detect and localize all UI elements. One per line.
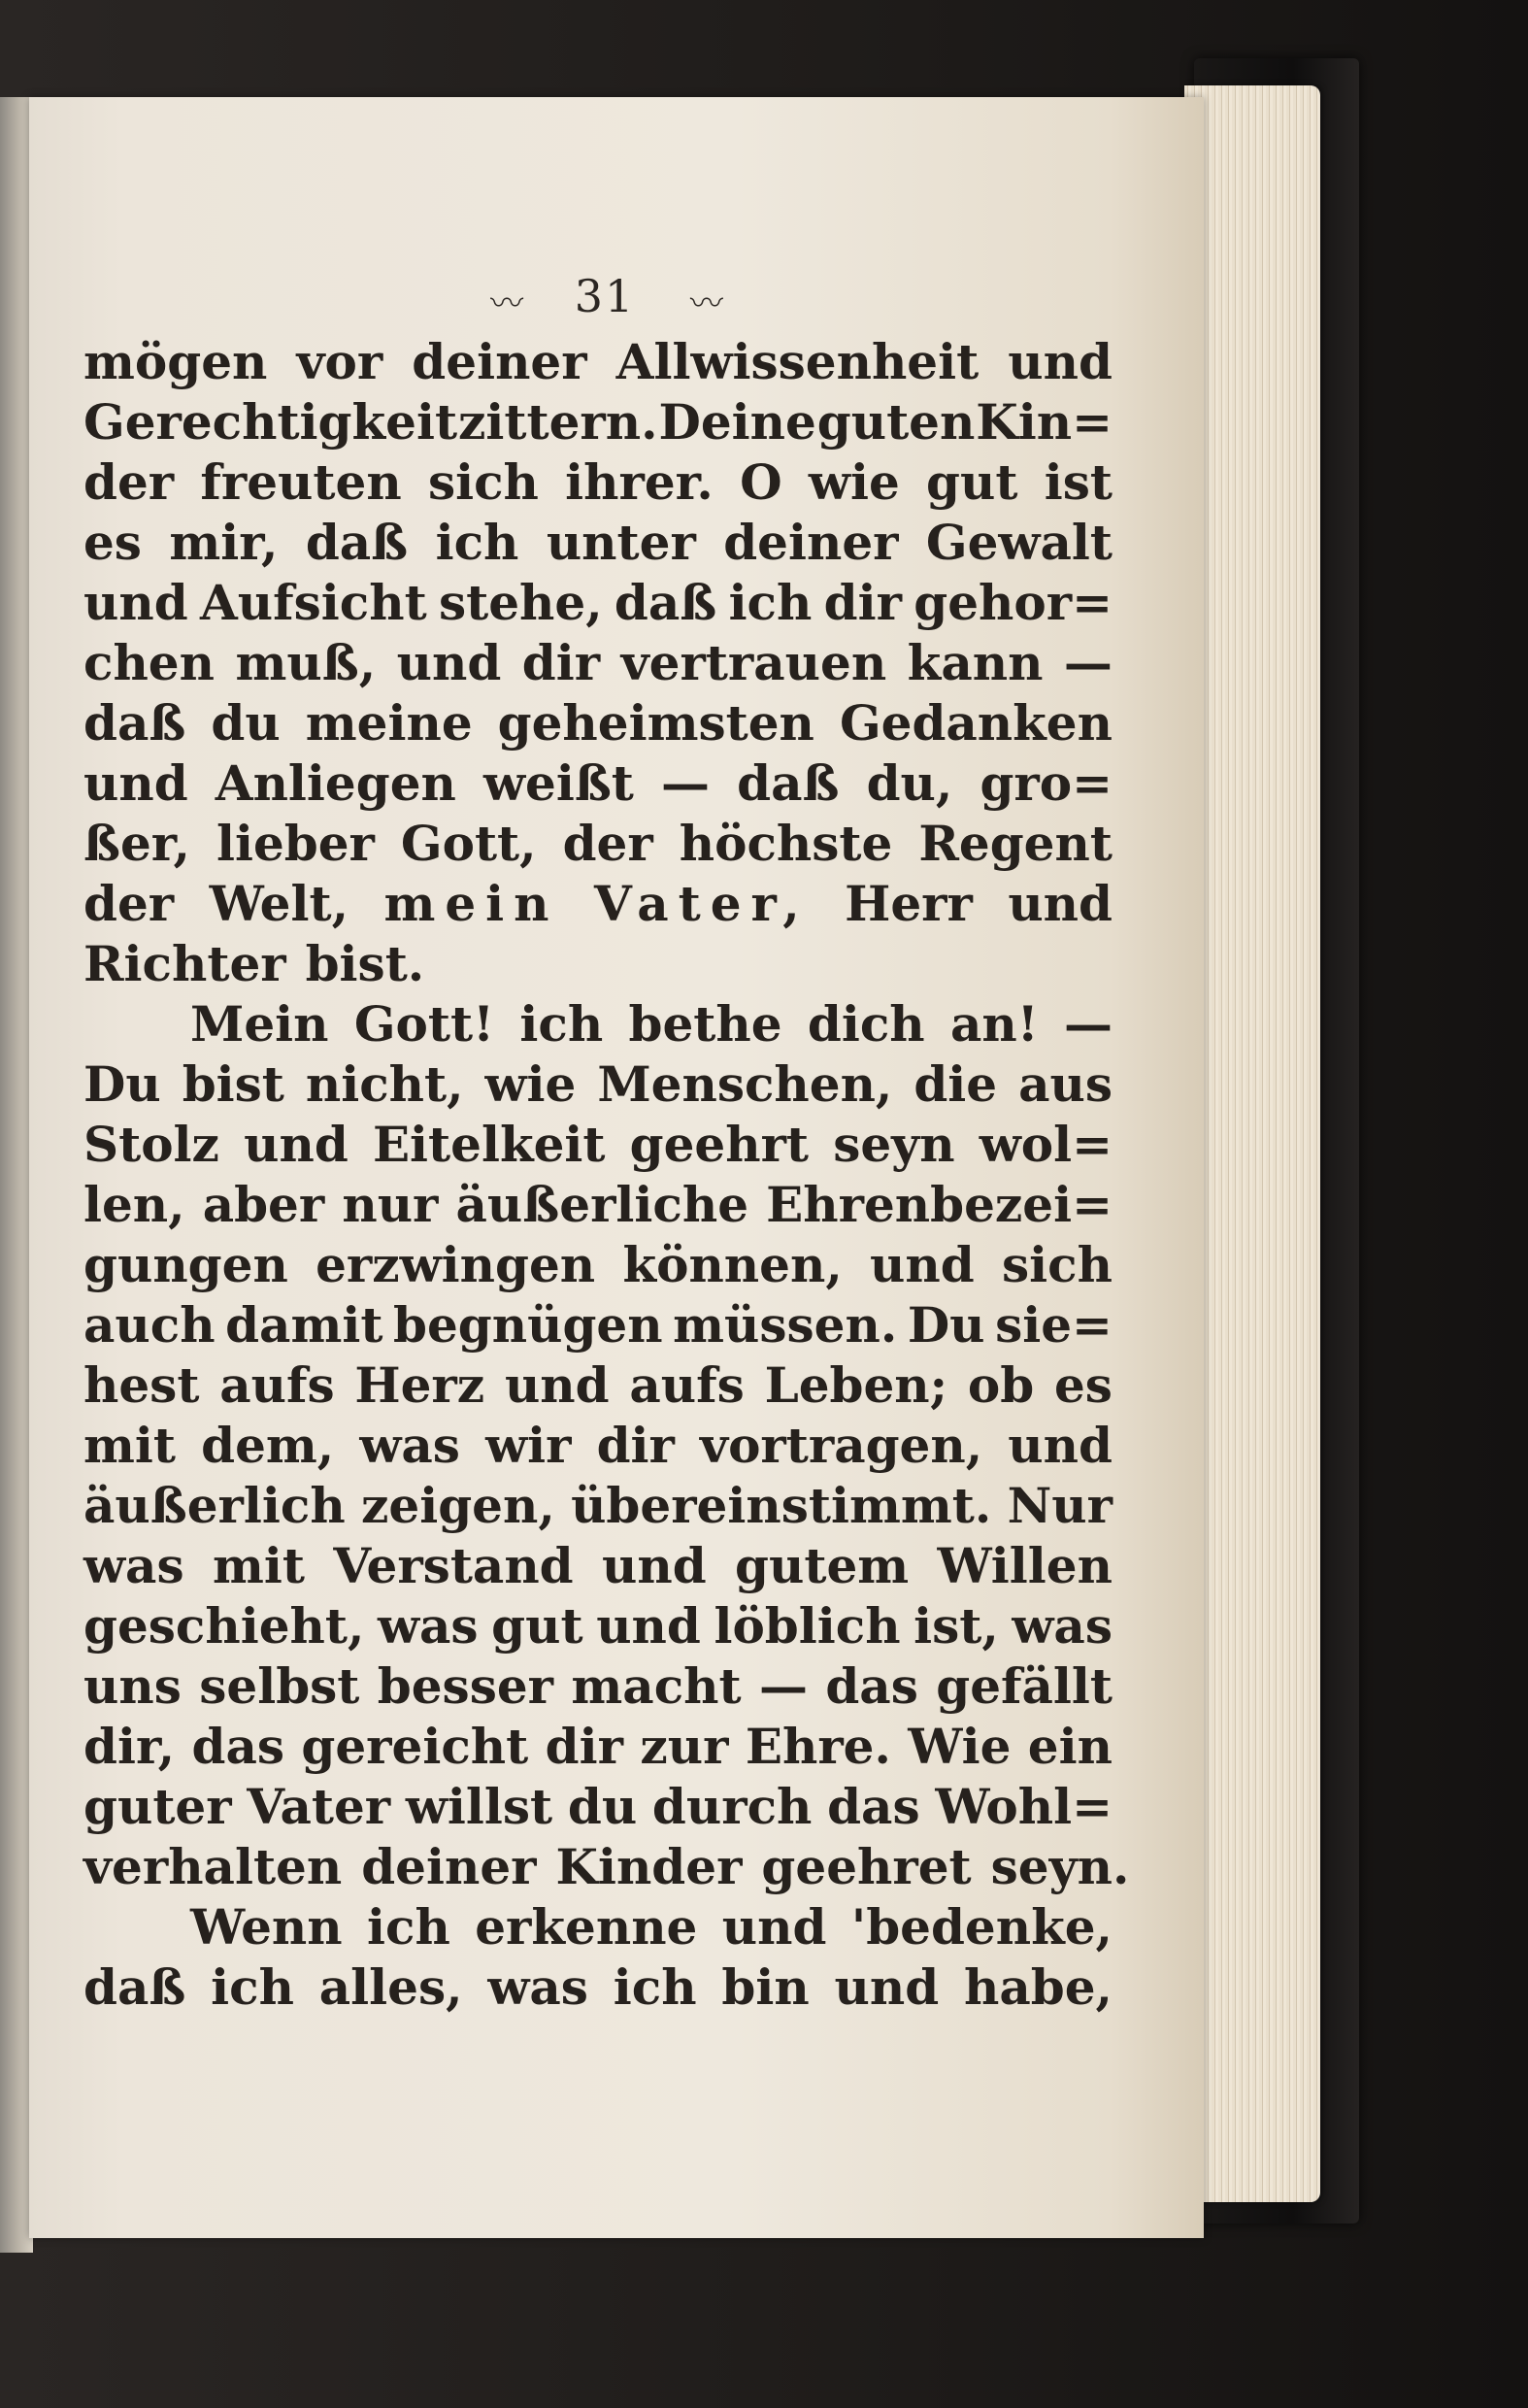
word: alles, — [318, 1958, 463, 2016]
word: — — [1064, 995, 1113, 1053]
word: mögen — [83, 333, 268, 390]
word: was — [83, 1537, 184, 1594]
word: 'bedenke, — [850, 1898, 1113, 1956]
word: uns — [83, 1657, 182, 1715]
word: stehe, — [438, 574, 603, 631]
text-line — [83, 1416, 1113, 1476]
word: ein — [1027, 1718, 1113, 1775]
word: aber — [202, 1176, 325, 1233]
word: gehor= — [913, 574, 1113, 631]
text-line — [83, 1115, 1113, 1175]
word: es — [1053, 1356, 1113, 1414]
word: Anliegen — [215, 754, 456, 812]
word: ich — [435, 514, 519, 571]
word: gut — [491, 1597, 583, 1655]
text-line — [83, 753, 1113, 814]
word: ihrer. — [565, 453, 714, 511]
page-number: 31 — [574, 270, 636, 322]
text-line — [83, 934, 1113, 994]
word: dich — [807, 995, 925, 1053]
word: müssen. — [673, 1296, 898, 1354]
word: dem, — [201, 1417, 335, 1474]
text-line — [83, 1656, 1113, 1717]
word: Richter — [83, 935, 286, 992]
word: Ehre. — [745, 1718, 891, 1775]
word: der — [562, 815, 653, 872]
word: seyn — [833, 1116, 955, 1173]
word: dir — [823, 574, 902, 631]
word: macht — [571, 1657, 742, 1715]
word: sich — [1002, 1236, 1113, 1293]
word: hest — [83, 1356, 200, 1414]
word: zittern. — [458, 393, 658, 451]
word: übereinstimmt. — [571, 1477, 992, 1534]
word: und — [1008, 875, 1113, 932]
word: freuten — [200, 453, 402, 511]
word: mit — [212, 1537, 305, 1594]
word: aufs — [219, 1356, 335, 1414]
word: unter — [546, 514, 696, 571]
word: du, — [866, 754, 953, 812]
text-line — [83, 1837, 1130, 1897]
text-line — [83, 874, 1113, 934]
word: gro= — [980, 754, 1113, 812]
text-line — [83, 1897, 1113, 1957]
word: Menschen, — [597, 1055, 893, 1113]
ornament-left-icon: 〰 — [490, 284, 520, 323]
word: verhalten — [83, 1838, 343, 1895]
word: deiner — [723, 514, 899, 571]
word: und — [834, 1958, 940, 2016]
word: Ehrenbezei= — [766, 1176, 1113, 1233]
word: bist — [182, 1055, 284, 1113]
word: — — [758, 1657, 808, 1715]
word: geschieht, — [83, 1597, 365, 1655]
word: Wie — [908, 1718, 1012, 1775]
word: gefällt — [936, 1657, 1113, 1715]
word: muß, — [235, 634, 377, 691]
body-text — [83, 332, 1130, 2018]
text-line — [83, 1777, 1113, 1837]
word: daß — [305, 514, 409, 571]
word: Gott! — [353, 995, 495, 1053]
word: dir — [545, 1718, 623, 1775]
word: bin — [721, 1958, 810, 2016]
text-line — [83, 1355, 1113, 1416]
word: was — [377, 1597, 479, 1655]
word: höchste — [679, 815, 893, 872]
word: Du — [907, 1296, 985, 1354]
word: ich — [613, 1958, 697, 2016]
word: — — [1063, 634, 1113, 691]
word: Verstand — [333, 1537, 574, 1594]
word: was — [359, 1417, 460, 1474]
word: Wohl= — [935, 1778, 1113, 1835]
word: bist. — [305, 935, 425, 992]
word: weißt — [482, 754, 634, 812]
text-line — [83, 693, 1113, 753]
word: du — [211, 694, 281, 752]
word: aufs — [629, 1356, 745, 1414]
text-line — [83, 1476, 1113, 1536]
word: zeigen, — [361, 1477, 555, 1534]
word: willst — [405, 1778, 553, 1835]
page-header — [56, 270, 1153, 324]
word: der — [83, 453, 175, 511]
word: daß — [83, 694, 186, 752]
word: selbst — [199, 1657, 360, 1715]
word: zur — [640, 1718, 729, 1775]
word: gungen — [83, 1236, 288, 1293]
word: und — [1008, 1417, 1113, 1474]
text-line — [83, 1717, 1113, 1777]
word: Vater — [247, 1778, 391, 1835]
text-line — [83, 1957, 1113, 2018]
word: und — [504, 1356, 610, 1414]
word: wol= — [979, 1116, 1113, 1173]
word: sich — [427, 453, 539, 511]
left-page-edge — [0, 97, 33, 2253]
word: dir — [596, 1417, 675, 1474]
word: mein — [383, 875, 559, 932]
word: gutem — [735, 1537, 910, 1594]
word: an! — [949, 995, 1039, 1053]
word: aus — [1018, 1055, 1113, 1113]
word: mit — [83, 1417, 176, 1474]
word: es — [83, 514, 142, 571]
word: löblich — [714, 1597, 901, 1655]
word: und — [396, 634, 502, 691]
word: ich — [211, 1958, 294, 2016]
word: gut — [926, 453, 1018, 511]
word: meine — [305, 694, 473, 752]
word: Herr — [845, 875, 973, 932]
word: Nur — [1007, 1477, 1113, 1534]
text-line — [83, 1235, 1113, 1295]
word: guten — [816, 393, 976, 451]
word: nicht, — [305, 1055, 464, 1113]
word: Deine — [658, 393, 816, 451]
word: und — [721, 1898, 827, 1956]
word: deiner — [361, 1838, 537, 1895]
word: Leben; — [764, 1356, 948, 1414]
word: O — [740, 453, 782, 511]
text-line — [83, 1175, 1113, 1235]
text-line — [83, 392, 1113, 452]
text-line — [83, 452, 1113, 513]
word: wie — [808, 453, 900, 511]
word: daß — [737, 754, 840, 812]
text-line — [83, 573, 1113, 633]
word: ßer, — [83, 815, 190, 872]
word: chen — [83, 634, 215, 691]
text-line — [83, 1295, 1113, 1355]
word: vortragen, — [700, 1417, 983, 1474]
word: geheimsten — [497, 694, 814, 752]
word: was — [487, 1958, 588, 2016]
word: ist — [1044, 453, 1113, 511]
page-edges — [1184, 85, 1320, 2202]
word: äußerlich — [83, 1477, 346, 1534]
word: dir — [521, 634, 601, 691]
word: und — [83, 574, 188, 631]
word: erzwingen — [316, 1236, 596, 1293]
word: ich — [367, 1898, 450, 1956]
word: — — [661, 754, 711, 812]
word: gereicht — [301, 1718, 529, 1775]
word: mir, — [169, 514, 279, 571]
word: das — [827, 1778, 920, 1835]
word: Aufsicht — [199, 574, 427, 631]
word: die — [913, 1055, 998, 1113]
word: wir — [485, 1417, 572, 1474]
word: sie= — [995, 1296, 1113, 1354]
word: wie — [484, 1055, 577, 1113]
word: äußerliche — [455, 1176, 749, 1233]
word: damit — [225, 1296, 383, 1354]
word: Du — [83, 1055, 161, 1113]
word: daß — [614, 574, 717, 631]
word: ist, — [913, 1597, 999, 1655]
word: seyn. — [990, 1838, 1130, 1895]
word: kann — [907, 634, 1044, 691]
word: das — [191, 1718, 284, 1775]
word: geehret — [761, 1838, 972, 1895]
page-content — [56, 97, 1153, 2238]
text-line — [83, 513, 1113, 573]
word: Eitelkeit — [372, 1116, 606, 1173]
word: vor — [296, 333, 383, 390]
text-line — [83, 633, 1113, 693]
word: Wenn — [190, 1898, 343, 1956]
word: Gott, — [400, 815, 537, 872]
word: du — [567, 1778, 638, 1835]
word: bethe — [628, 995, 782, 1053]
word: Gewalt — [925, 514, 1113, 571]
word: Herz — [354, 1356, 485, 1414]
word: und — [83, 754, 188, 812]
book-page — [29, 97, 1204, 2238]
word: durch — [651, 1778, 813, 1835]
word: nur — [342, 1176, 439, 1233]
word: erkenne — [475, 1898, 698, 1956]
word: vertrauen — [620, 634, 887, 691]
word: Gerechtigkeit — [83, 393, 458, 451]
word: Vater, — [594, 875, 810, 932]
word: Welt, — [209, 875, 349, 932]
word: Kin= — [976, 393, 1113, 451]
word: deiner — [412, 333, 587, 390]
word: ich — [728, 574, 813, 631]
text-line — [83, 1536, 1113, 1596]
ornament-right-icon: 〰 — [689, 284, 719, 323]
text-line — [83, 814, 1113, 874]
text-line — [83, 332, 1113, 392]
word: guter — [83, 1778, 232, 1835]
word: geehrt — [629, 1116, 810, 1173]
word: Regent — [918, 815, 1113, 872]
word: len, — [83, 1176, 185, 1233]
word: und — [602, 1537, 707, 1594]
word: Mein — [190, 995, 329, 1053]
word: ich — [519, 995, 604, 1053]
word: Stolz — [83, 1116, 219, 1173]
word: lieber — [216, 815, 375, 872]
word: und — [1008, 333, 1113, 390]
word: daß — [83, 1958, 186, 2016]
word: der — [83, 875, 175, 932]
word: begnügen — [393, 1296, 663, 1354]
text-line — [83, 1054, 1113, 1115]
word: auch — [83, 1296, 216, 1354]
word: was — [1012, 1597, 1113, 1655]
word: Allwissenheit — [615, 333, 980, 390]
word: und — [244, 1116, 349, 1173]
word: ob — [967, 1356, 1035, 1414]
word: besser — [377, 1657, 554, 1715]
text-line — [83, 1596, 1113, 1656]
word: das — [825, 1657, 918, 1715]
word: dir, — [83, 1718, 176, 1775]
word: Kinder — [555, 1838, 743, 1895]
word: habe, — [963, 1958, 1113, 2016]
word: und — [870, 1236, 975, 1293]
word: Willen — [937, 1537, 1113, 1594]
word: Gedanken — [839, 694, 1113, 752]
word: können, — [622, 1236, 843, 1293]
text-line — [83, 994, 1113, 1054]
word: und — [596, 1597, 701, 1655]
